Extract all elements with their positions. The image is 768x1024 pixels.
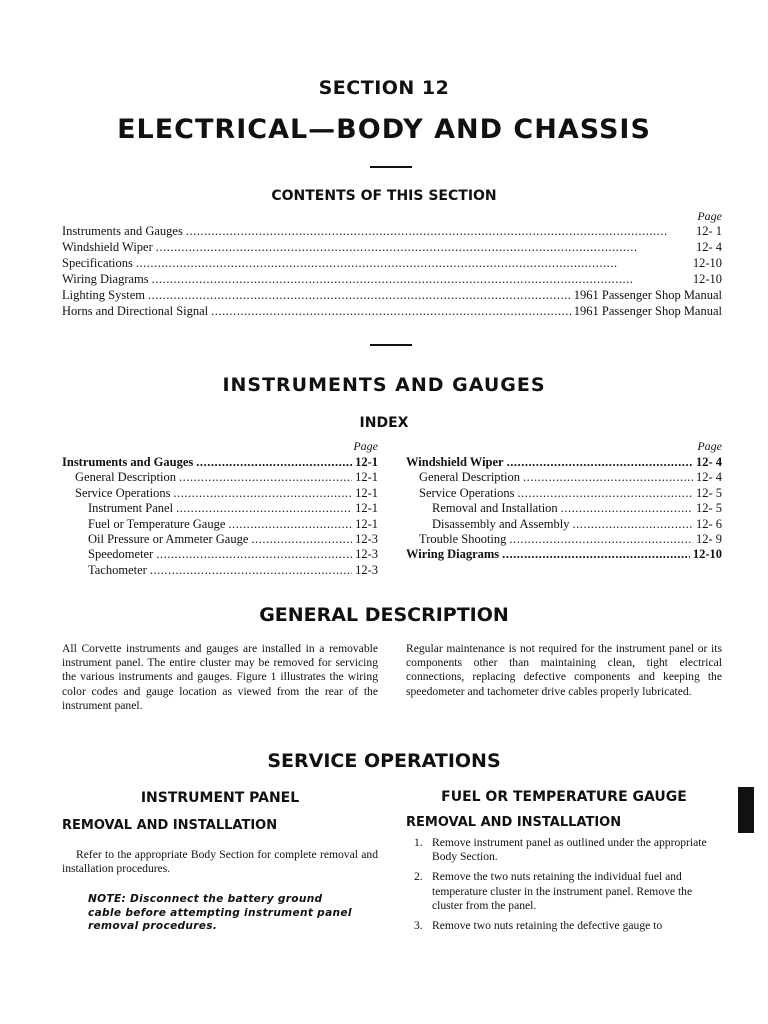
contents-page-header: Page (697, 209, 722, 223)
index-right (406, 439, 722, 563)
instrument-panel-note: NOTE: Disconnect the battery ground cable before attempting instrument panel removal procedures. (88, 893, 352, 932)
index-item: Removal and Installation . . . 12- 5 (406, 501, 722, 516)
section-label: SECTION 12 (318, 77, 450, 99)
index-page-header: Page (697, 439, 722, 453)
contents-item: Windshield Wiper . . . 12- 4 (62, 240, 722, 256)
index-item: Wiring Diagrams . . . 12-10 (406, 547, 722, 562)
index-item: Windshield Wiper . . . 12- 4 (406, 455, 722, 470)
general-description-left: All Corvette instruments and gauges are installed in a removable instrument panel. The entire cluster may be removed for servicing the various instruments and gauges. Figure 1 illustrates the wiring color codes and gauge location as viewed from the rear of the instrument panel. (62, 642, 378, 712)
index-left (62, 439, 378, 578)
fuel-gauge-steps (414, 836, 722, 939)
contents-item: Specifications . . . 12-10 (62, 256, 722, 272)
index-item: Speedometer . . . 12-3 (62, 547, 378, 562)
index-item: Service Operations . . . 12-1 (62, 486, 378, 501)
contents-list (62, 224, 722, 320)
divider (370, 344, 412, 346)
service-operations-heading: SERVICE OPERATIONS (267, 750, 501, 772)
index-item: Trouble Shooting . . . 12- 9 (406, 532, 722, 547)
contents-item: Instruments and Gauges . . . 12- 1 (62, 224, 722, 240)
step-item: 1. Remove instrument panel as outlined under the appropriate Body Section. (414, 836, 707, 864)
section-title: ELECTRICAL—BODY AND CHASSIS (117, 114, 651, 145)
index-item: Disassembly and Assembly . . . 12- 6 (406, 517, 722, 532)
index-item: General Description . . . 12-1 (62, 470, 378, 485)
contents-heading: CONTENTS OF THIS SECTION (271, 188, 497, 204)
step-item: 3. Remove two nuts retaining the defective gauge to (414, 919, 663, 933)
contents-item: Wiring Diagrams . . . 12-10 (62, 272, 722, 288)
contents-item: Horns and Directional Signal . . . 1961 Passenger Shop Manual (62, 304, 722, 320)
instrument-panel-text: Refer to the appropriate Body Section for complete removal and installation procedures. (62, 848, 378, 876)
index-item: Instruments and Gauges . . . 12-1 (62, 455, 378, 470)
general-description-heading: GENERAL DESCRIPTION (259, 604, 509, 626)
contents-item: Lighting System . . . 1961 Passenger Shop Manual (62, 288, 722, 304)
index-page-header: Page (353, 439, 378, 453)
index-item: Oil Pressure or Ammeter Gauge . . . 12-3 (62, 532, 378, 547)
instruments-title: INSTRUMENTS AND GAUGES (222, 374, 546, 396)
instrument-panel-heading: INSTRUMENT PANEL (140, 790, 300, 806)
fuel-gauge-subheading: REMOVAL AND INSTALLATION (406, 815, 622, 830)
index-item: Service Operations . . . 12- 5 (406, 486, 722, 501)
instrument-panel-subheading: REMOVAL AND INSTALLATION (62, 818, 278, 833)
general-description-right: Regular maintenance is not required for the instrument panel or its components other than maintaining clean, tight electrical connections, replacing defective components and keeping the speedometer and tachometer drive cables properly lubricated. (406, 642, 722, 698)
fuel-gauge-heading: FUEL OR TEMPERATURE GAUGE (441, 789, 687, 805)
section-thumb-tab (738, 787, 754, 833)
index-item: Tachometer . . . 12-3 (62, 563, 378, 578)
divider (370, 166, 412, 168)
step-item: 2. Remove the two nuts retaining the individual fuel and temperature cluster in the instrument panel. Remove the cluster from the panel. (414, 870, 693, 912)
index-item: Fuel or Temperature Gauge . . . 12-1 (62, 517, 378, 532)
index-item: Instrument Panel . . . 12-1 (62, 501, 378, 516)
index-item: General Description . . . 12- 4 (406, 470, 722, 485)
index-heading: INDEX (359, 415, 409, 431)
